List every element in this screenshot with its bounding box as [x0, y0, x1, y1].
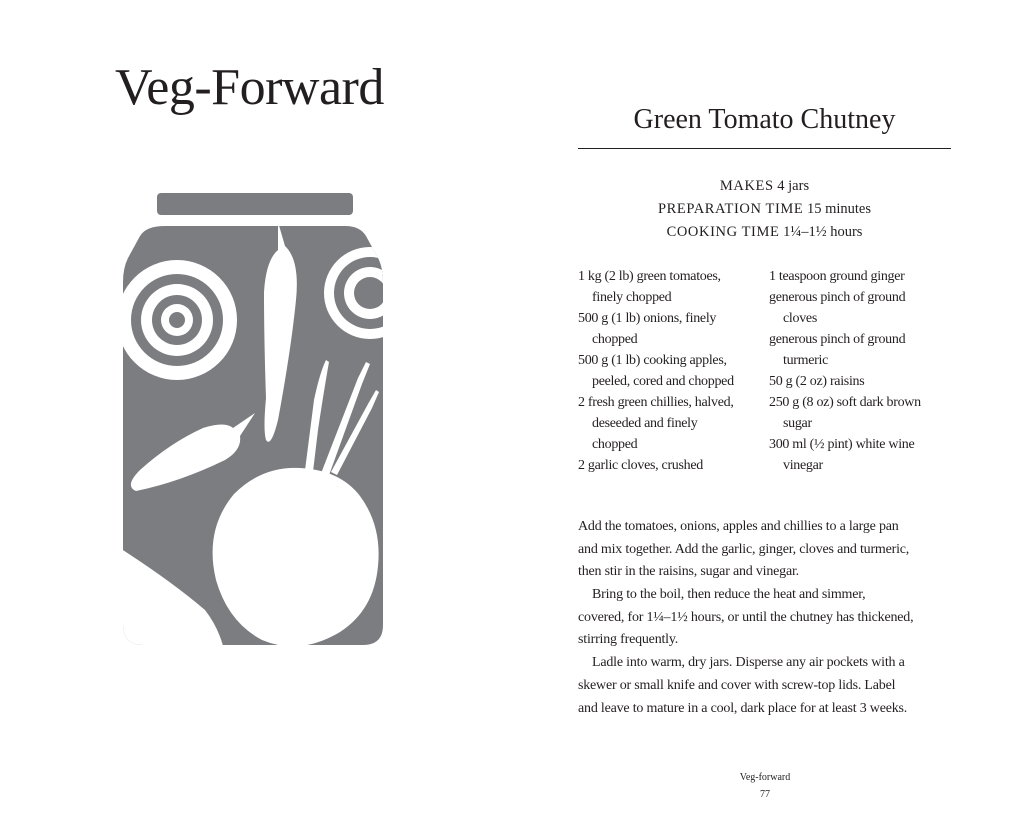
- ingredient-line: 250 g (8 oz) soft dark brown: [769, 395, 921, 410]
- jar-of-vegetables-illustration: [0, 0, 420, 680]
- ingredients-left-column: [578, 266, 763, 476]
- meta-value: 4 jars: [777, 178, 810, 194]
- meta-cooking-time: [578, 221, 951, 244]
- method-line: skewer or small knife and cover with screw-top lids. Label: [578, 677, 896, 693]
- ingredient-line: finely chopped: [592, 290, 672, 305]
- meta-label: PREPARATION TIME: [657, 201, 804, 217]
- method-text: [578, 516, 953, 720]
- jar-lid: [157, 193, 353, 215]
- ingredient-line: 2 fresh green chillies, halved,: [578, 395, 734, 410]
- ingredient-line: 300 ml (½ pint) white wine: [769, 437, 915, 452]
- method-line: Add the tomatoes, onions, apples and chillies to a large pan: [578, 519, 899, 534]
- ingredient-line: 50 g (2 oz) raisins: [769, 374, 865, 389]
- method-line: Ladle into warm, dry jars. Disperse any air pockets with a: [592, 655, 905, 671]
- method-line: then stir in the raisins, sugar and vinegar.: [578, 564, 799, 580]
- ingredient-line: generous pinch of ground: [769, 332, 906, 347]
- ingredient-line: peeled, cored and chopped: [592, 374, 734, 389]
- meta-label: MAKES: [719, 178, 774, 194]
- ingredient-line: 2 garlic cloves, crushed: [578, 458, 703, 473]
- title-rule: [578, 148, 951, 149]
- method-line: stirring frequently.: [578, 632, 679, 648]
- ingredient-line: deseeded and finely: [592, 416, 698, 431]
- recipe-title: Green Tomato Chutney: [633, 104, 896, 135]
- ingredient-line: 1 teaspoon ground ginger: [769, 269, 905, 284]
- ingredient-line: turmeric: [783, 353, 829, 368]
- method-line: Bring to the boil, then reduce the heat and simmer,: [592, 587, 866, 603]
- meta-makes: [578, 175, 951, 198]
- ingredient-line: 500 g (1 lb) onions, finely: [578, 311, 717, 326]
- round-vegetable: [213, 468, 379, 647]
- ingredient-line: sugar: [783, 416, 812, 431]
- ingredient-line: 500 g (1 lb) cooking apples,: [578, 353, 727, 368]
- ingredient-line: chopped: [592, 332, 638, 347]
- page-number: 77: [760, 789, 770, 800]
- ingredient-line: 1 kg (2 lb) green tomatoes,: [578, 269, 721, 284]
- ingredient-line: vinegar: [783, 458, 823, 473]
- method-line: and leave to mature in a cool, dark place for at least 3 weeks.: [578, 700, 908, 716]
- meta-preparation-time: [578, 198, 951, 221]
- method-line: and mix together. Add the garlic, ginger, cloves and turmeric,: [578, 541, 910, 557]
- onion-slice-left: [117, 260, 237, 380]
- section-title: Veg-Forward: [115, 59, 384, 116]
- meta-label: COOKING TIME: [666, 224, 780, 240]
- meta-value: 15 minutes: [806, 201, 872, 217]
- running-head: Veg-forward: [739, 772, 791, 783]
- meta-value: 1¼–1½ hours: [783, 224, 863, 240]
- method-line: covered, for 1¼–1½ hours, or until the chutney has thickened,: [578, 609, 914, 625]
- onion-slice-right: [324, 247, 416, 339]
- ingredient-line: generous pinch of ground: [769, 290, 906, 305]
- ingredients-right-column: [769, 266, 951, 476]
- recipe-meta: [578, 175, 951, 244]
- ingredient-line: cloves: [783, 311, 817, 326]
- ingredient-line: chopped: [592, 437, 638, 452]
